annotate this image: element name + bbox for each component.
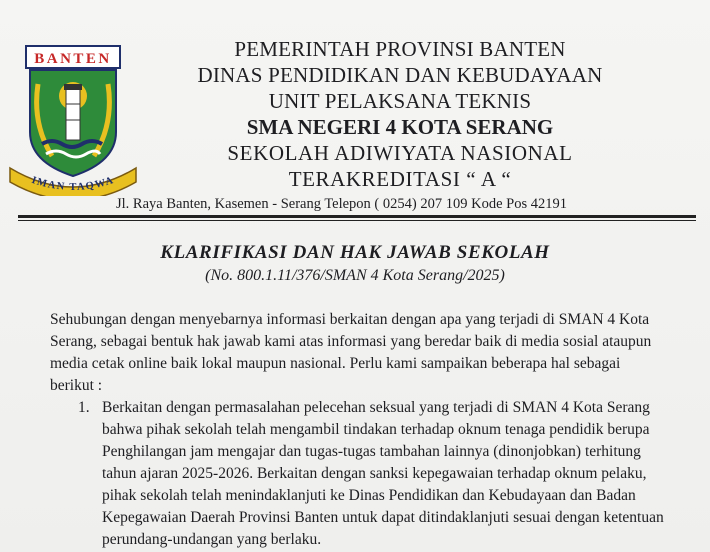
list-item-line: tahun ajaran 2025-2026. Berkaitan dengan sanksi kepegawaian terhadap oknum pelaku,: [102, 465, 647, 482]
banten-emblem-logo: [8, 44, 138, 196]
letterhead-unit: UNIT PELAKSANA TEKNIS: [268, 89, 532, 113]
emblem-top-text: BANTEN: [34, 51, 112, 67]
letterhead-school-status: SEKOLAH ADIWIYATA NASIONAL: [227, 141, 573, 165]
list-item-line: pihak sekolah telah menindaklanjuti ke Dinas Pendidikan dan Kebudayaan dan Badan: [102, 487, 636, 504]
list-item-line: Kepegawaian Daerah Provinsi Banten untuk dapat ditindaklanjuti sesuai dengan ketentuan: [102, 509, 664, 526]
emblem-motto-text: IMAN TAQWA: [30, 174, 116, 194]
letterhead-school-name: SMA NEGERI 4 KOTA SERANG: [246, 115, 554, 139]
letterhead-block: [140, 36, 660, 192]
emblem-tower: [66, 88, 80, 140]
letterhead-department: DINAS PENDIDIKAN DAN KEBUDAYAAN: [197, 63, 603, 87]
intro-line: berikut :: [50, 377, 103, 394]
list-item-line: Penghilangan jam mengajar dan tugas-tugas tambahan lainnya (dinonjobkan) terhitung: [102, 443, 641, 460]
letterhead-government: PEMERINTAH PROVINSI BANTEN: [234, 37, 566, 61]
list-item-number: 1.: [78, 399, 90, 416]
document-title: KLARIFIKASI DAN HAK JAWAB SEKOLAH: [160, 242, 550, 263]
intro-line: media cetak online baik lokal maupun nasional. Perlu kami sampaikan beberapa hal sebagai: [50, 355, 621, 372]
letterhead-divider-thick: [18, 215, 696, 218]
document-number: (No. 800.1.11/376/SMAN 4 Kota Serang/2025): [205, 267, 505, 284]
intro-line: Sehubungan dengan menyebarnya informasi berkaitan dengan apa yang terjadi di SMAN 4 Kota: [50, 311, 650, 328]
list-item: [102, 397, 698, 551]
intro-line: Serang, sebagai bentuk hak jawab kami atas informasi yang beredar baik di media sosial ataupun: [50, 333, 652, 350]
intro-paragraph: [50, 309, 690, 397]
emblem-tower-top: [64, 84, 82, 90]
list-item-line: Berkaitan dengan permasalahan pelecehan seksual yang terjadi di SMAN 4 Kota Serang: [102, 399, 650, 416]
letterhead-divider-thin: [18, 220, 696, 221]
list-item-line: perundang-undangan yang berlaku.: [102, 531, 322, 548]
list-item-line: bahwa pihak sekolah telah mengambil tindakan terhadap oknum tenaga pendidik berupa: [102, 421, 650, 438]
letterhead-address: Jl. Raya Banten, Kasemen - Serang Telepon ( 0254) 207 109 Kode Pos 42191: [116, 196, 567, 212]
letterhead-accreditation: TERAKREDITASI “ A “: [288, 167, 512, 191]
